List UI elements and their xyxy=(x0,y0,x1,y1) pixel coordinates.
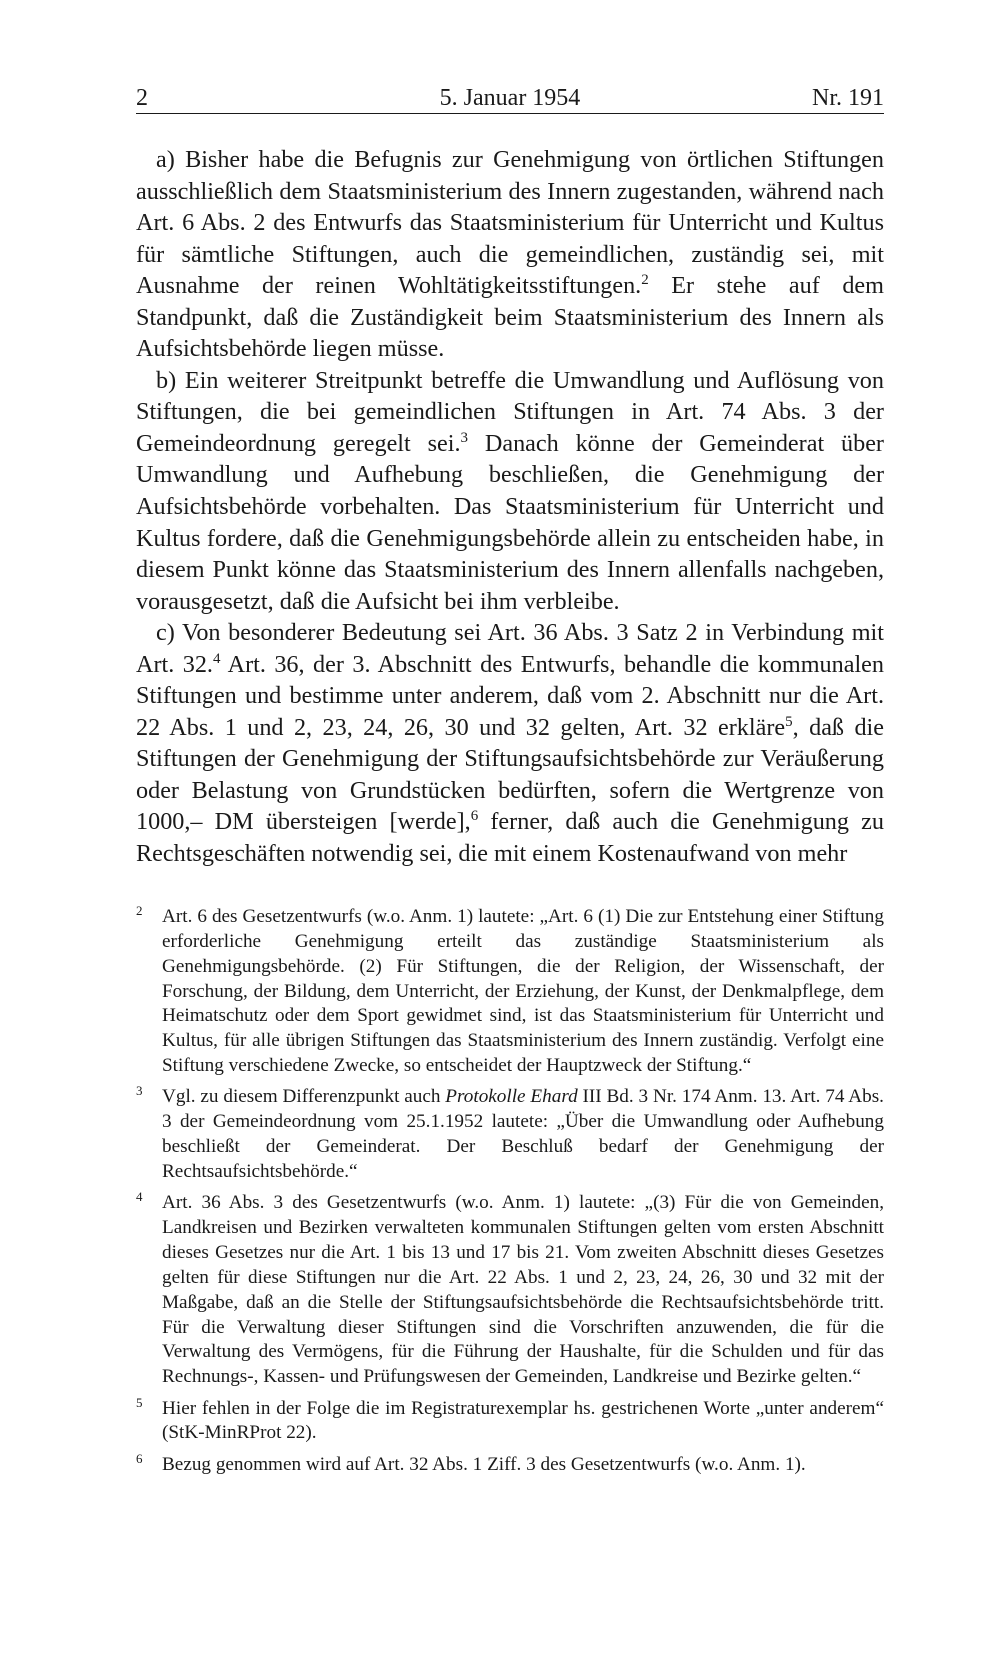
paragraph-c xyxy=(136,617,884,869)
running-header xyxy=(136,84,884,116)
footnote-3 xyxy=(136,1085,884,1184)
paragraph-a-text: a) Bisher habe die Befugnis zur Genehmigung von örtlichen Stiftungen ausschließlich dem Staatsministerium des Innern zugestanden, während nach Art. 6 Abs. 2 des Entwurfs das Staatsministerium für Unterricht und Kultus für sämtliche Stiftungen, auch die gemeindlichen, zuständig sei, mit Ausnahme der reinen Wohltätigkeitsstiftungen. xyxy=(136,146,884,300)
footnote-ref-2[interactable]: 2 xyxy=(641,272,649,289)
paragraph-a-text-cont: Er stehe auf dem Standpunkt, daß die Zuständigkeit beim Staatsministerium des Innern als Aufsichtsbehörde liegen müsse. xyxy=(136,272,884,363)
footnote-2 xyxy=(136,905,884,1079)
footnote-ref-5[interactable]: 5 xyxy=(785,713,793,730)
paragraph-b xyxy=(136,365,884,617)
footnote-number: 2 xyxy=(136,903,143,918)
footnote-text: Hier fehlen in der Folge die im Registraturexemplar hs. gestrichenen Worte „unter anderem“ (StK-MinRProt 22). xyxy=(162,1397,884,1444)
footnotes xyxy=(136,905,884,1484)
paragraph-c-text-2: Art. 36, der 3. Abschnitt des Entwurfs, behandle die kommunalen Stiftungen und bestimme unter anderem, daß vom 2. Abschnitt nur die Art. 22 Abs. 1 und 2, 23, 24, 26, 30 und 32 gelten, Art. 32 erkläre xyxy=(136,650,884,741)
footnote-number: 5 xyxy=(136,1394,143,1410)
footnote-4 xyxy=(136,1191,884,1390)
paragraph-c-text-4: ferner, daß auch die Genehmigung zu Rechtsgeschäften notwendig sei, die mit einem Kostenaufwand von mehr xyxy=(136,808,884,868)
footnote-ref-4[interactable]: 4 xyxy=(212,650,221,667)
cited-work-title: Protokolle Ehard xyxy=(445,1086,578,1108)
footnote-text xyxy=(162,1086,884,1182)
paragraph-b-text: b) Ein weiterer Streitpunkt betreffe die Umwandlung und Auflösung von Stiftungen, die bei gemeindlichen Stiftungen in Art. 74 Abs. 3 der Gemeindeordnung geregelt sei. xyxy=(136,366,884,457)
header-rule xyxy=(136,113,884,114)
header-date: 5. Januar 1954 xyxy=(439,85,581,111)
footnote-number: 3 xyxy=(136,1083,143,1099)
footnote-5 xyxy=(136,1394,884,1447)
main-text xyxy=(136,144,884,870)
footnote-number: 4 xyxy=(136,1189,143,1205)
footnote-text-pre: Vgl. zu diesem Differenzpunkt auch xyxy=(162,1086,446,1108)
footnote-number: 6 xyxy=(136,1450,143,1466)
footnote-ref-3[interactable]: 3 xyxy=(460,429,469,446)
footnote-text: Art. 36 Abs. 3 des Gesetzentwurfs (w.o. Anm. 1) lautete: „(3) Für die von Gemeinden, Landkreisen und Bezirken verwalteten kommunalen Stiftungen gelten vom ersten Abschnitt dieses Gesetzes nur die Art. 1 bis 13 und 17 bis 21. Vom zweiten Abschnitt dieses Gesetzes gelten für diese Stiftungen nur die Art. 22 Abs. 1 und 2, 23, 24, 26, 30 und 32 mit der Maßgabe, daß an die Stelle der Stiftungsaufsichtsbehörde die Rechtsaufsichtsbehörde tritt. Für die Verwaltung dieser Stiftungen sind die Vorschriften anzuwenden, die für die Verwaltung des Vermögens, für die Führung der Haushalte, für die Schulden und für das Rechnungs-, Kassen- und Prüfungswesen der Gemeinden, Landkreise und Bezirke gelten.“ xyxy=(162,1192,884,1388)
paragraph-b-text-cont: Danach könne der Gemeinderat über Umwandlung und Aufhebung beschließen, die Genehmigung der Aufsichtsbehörde vorbehalten. Das Staatsministerium für Unterricht und Kultus fordere, daß die Genehmigungsbehörde allein zu entscheiden habe, in diesem Punkt könne das Staatsministerium des Innern allenfalls nachgeben, vorausgesetzt, daß die Aufsicht bei ihm verbleibe. xyxy=(136,429,884,615)
footnote-ref-6[interactable]: 6 xyxy=(470,808,479,825)
footnote-text: Art. 6 des Gesetzentwurfs (w.o. Anm. 1) lautete: „Art. 6 (1) Die zur Entstehung einer Stiftung erforderliche Genehmigung erteilt das zuständige Staatsministerium als Genehmigungsbehörde. (2) Für Stiftungen, die der Religion, der Wissenschaft, der Forschung, der Bildung, dem Unterricht, der Erziehung, der Kunst, der Denkmalpflege, dem Heimatschutz oder dem Sport gewidmet sind, ist das Staatsministerium für Unterricht und Kultus, für alle übrigen Stiftungen das Staatsministerium des Innern zuständig. Verfolgt eine Stiftung verschiedene Zwecke, so entscheidet der Hauptzweck der Stiftung.“ xyxy=(162,906,884,1077)
footnote-6 xyxy=(136,1450,884,1478)
paragraph-c-text-1: c) Von besonderer Bedeutung sei Art. 36 Abs. 3 Satz 2 in Verbindung mit Art. 32. xyxy=(136,619,884,678)
page-number: 2 xyxy=(136,85,148,111)
footnote-text-post: III Bd. 3 Nr. 174 Anm. 13. Art. 74 Abs. 3 der Gemeindeordnung vom 25.1.1952 lautete: „Über die Umwandlung oder Aufhebung beschließt der Gemeinderat. Der Beschluß bedarf der Genehmigung der Rechtsaufsichtsbehörde.“ xyxy=(162,1086,884,1182)
paragraph-a xyxy=(136,144,884,365)
paragraph-c-text-3: , daß die Stiftungen der Genehmigung der Stiftungsaufsichtsbehörde zur Veräußerung oder Belastung von Grundstücken bedürften, sofern die Wertgrenze von 1000,– DM übersteigen [werde], xyxy=(136,713,884,836)
footnote-text: Bezug genommen wird auf Art. 32 Abs. 1 Ziff. 3 des Gesetzentwurfs (w.o. Anm. 1). xyxy=(162,1453,806,1475)
issue-number: Nr. 191 xyxy=(812,85,884,111)
